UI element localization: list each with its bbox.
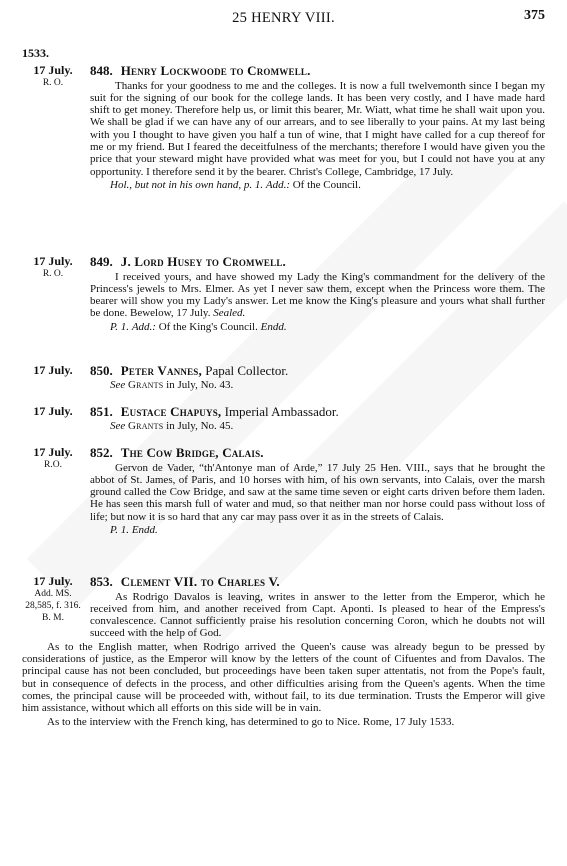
entry-title: Clement VII. to Charles V. (120, 574, 280, 589)
entry-title: Eustace Chapuys, (120, 404, 222, 419)
entry-note: P. 1. Add.: Of the King's Council. Endd. (110, 320, 287, 333)
entry-number: 850. (90, 363, 113, 378)
entry-title: Peter Vannes, (120, 363, 202, 378)
entry-date: 17 July. (33, 574, 73, 588)
entry-paragraph: Thanks for your goodness to me and the colleges. It is now a full twelvemonth since I began my suit for the signing of our book for the college lands. It has been very costly, and I have made hard shift to get money. Therefore help us, or limit this bearer, Mr. Wiatt, what time he shall wait upon you. We shall be glad if we can have any of our arrears, and to see liberally to your pains. At my last being with you I thought to have given you half a tun of wine, that I might have called for a cup thereof for me or my friend. But I feared the deceitfulness of the merchants; therefore I would have given you the price that your steward might have provided what was meet for you, but I could not have you at any opportunity. I therefore send it by the bearer. Christ's College, Cambridge, 17 July. (90, 79, 545, 178)
entry-note: P. 1. Endd. (110, 524, 158, 537)
page-number: 375 (524, 8, 545, 23)
entry-number: 853. (90, 574, 113, 589)
entry-title: J. Lord Husey to Cromwell. (120, 254, 286, 269)
entry-number: 849. (90, 254, 113, 269)
entry-body (90, 364, 545, 391)
entry-heading (90, 364, 545, 379)
cross-reference: See Grants in July, No. 45. (110, 419, 234, 432)
entry-heading (90, 575, 545, 590)
entry-date: 17 July. (33, 63, 73, 77)
entry-source: 28,585, f. 316. (25, 601, 81, 612)
entry-body (90, 575, 545, 590)
calendar-entry (22, 64, 545, 191)
entry-heading (90, 255, 545, 270)
entry-title-rest: Imperial Ambassador. (224, 404, 339, 419)
entry-date: 17 July. (33, 363, 73, 377)
running-title: 25 HENRY VIII. (232, 10, 335, 26)
calendar-entry (22, 405, 545, 432)
sealed-mark: Sealed. (213, 307, 246, 320)
calendar-entry (22, 575, 545, 728)
entry-heading (90, 446, 545, 461)
entry-body (90, 405, 545, 432)
entry-margin (22, 364, 84, 377)
calendar-entry (22, 364, 545, 391)
entry-margin (22, 446, 84, 471)
entry-paragraph: As to the English matter, when Rodrigo arrived the Queen's cause was already begun to be pressed by considerations of justice, as the Emperor will know by the letters of the count of Cifuentes and from Davalos. The principal cause has not been concluded, but proceedings have been taken super attentatis, not from the Pope's fault, but in consequence of defects in the process, and other difficulties arising from the Queen's agents. When the time comes, the principal cause will be proceeded with, without fail, to its due termination. Trusts the Emperor will give him assistance, without which all efforts on this side will be in vain. (22, 640, 545, 715)
entry-margin (22, 64, 84, 89)
entry-title: Henry Lockwoode to Cromwell. (120, 63, 311, 78)
entry-heading (90, 64, 545, 79)
year-marker: 1533. (22, 46, 49, 60)
calendar-entry (22, 255, 545, 333)
entry-note: Hol., but not in his own hand, p. 1. Add.: Of the Council. (110, 179, 361, 192)
entry-date: 17 July. (33, 254, 73, 268)
entry-source: R.O. (44, 460, 62, 471)
entry-number: 851. (90, 404, 113, 419)
entry-paragraph: I received yours, and have showed my Lady the King's commandment for the delivery of the Princess's jewels to Mrs. Elmer. As yet I never saw them, except when the Princess wore them. The bearer will show you my Lady's answer. Let me know the King's pleasure and yours what shall further be done. Bewelow, 17 July. Sealed. (90, 270, 545, 320)
entry-margin (22, 255, 84, 280)
entry-paragraph: As Rodrigo Davalos is leaving, writes in answer to the letter from the Emperor, which he received from him, and another received from Capt. Aponti. Is pleased to hear of the Empress's convalescence. Cannot sufficiently praise his resolution concerning Coron, which he doubts not will succeed with the help of God. (90, 590, 545, 640)
entry-paragraph: Gervon de Vader, “th'Antonye man of Arde,” 17 July 25 Hen. VIII., says that he brought the abbot of St. James, of Paris, and 10 horses with him, of his own servants, into Calais, over the marsh ground called the Cow Bridge, and saw at the same time seven or eight carts driven before them laden. He has seen this marsh full of water and mud, so that neither man nor horse could pass without loss of life; but now it is so hard that any car may pass over it as in the streets of Calais. (90, 461, 545, 523)
entry-source: Add. MS. (34, 589, 72, 600)
entry-source: B. M. (42, 613, 64, 624)
entry-heading (90, 405, 545, 420)
entry-source: R. O. (42, 269, 64, 280)
cross-reference: See Grants in July, No. 43. (110, 378, 234, 391)
entry-date: 17 July. (33, 404, 73, 418)
entry-date: 17 July. (33, 445, 73, 459)
entry-body (90, 255, 545, 333)
entry-body (90, 64, 545, 191)
running-head (0, 8, 567, 28)
entry-source: R. O. (42, 78, 64, 89)
entry-margin (22, 405, 84, 418)
calendar-entry (22, 446, 545, 536)
entry-number: 852. (90, 445, 113, 460)
entry-margin (22, 575, 84, 624)
entry-title: The Cow Bridge, Calais. (120, 445, 264, 460)
entry-paragraph: As to the interview with the French king, has determined to go to Nice. Rome, 17 July 1533. (47, 715, 455, 728)
entry-title-rest: Papal Collector. (205, 363, 289, 378)
entry-body (90, 446, 545, 536)
entry-number: 848. (90, 63, 113, 78)
